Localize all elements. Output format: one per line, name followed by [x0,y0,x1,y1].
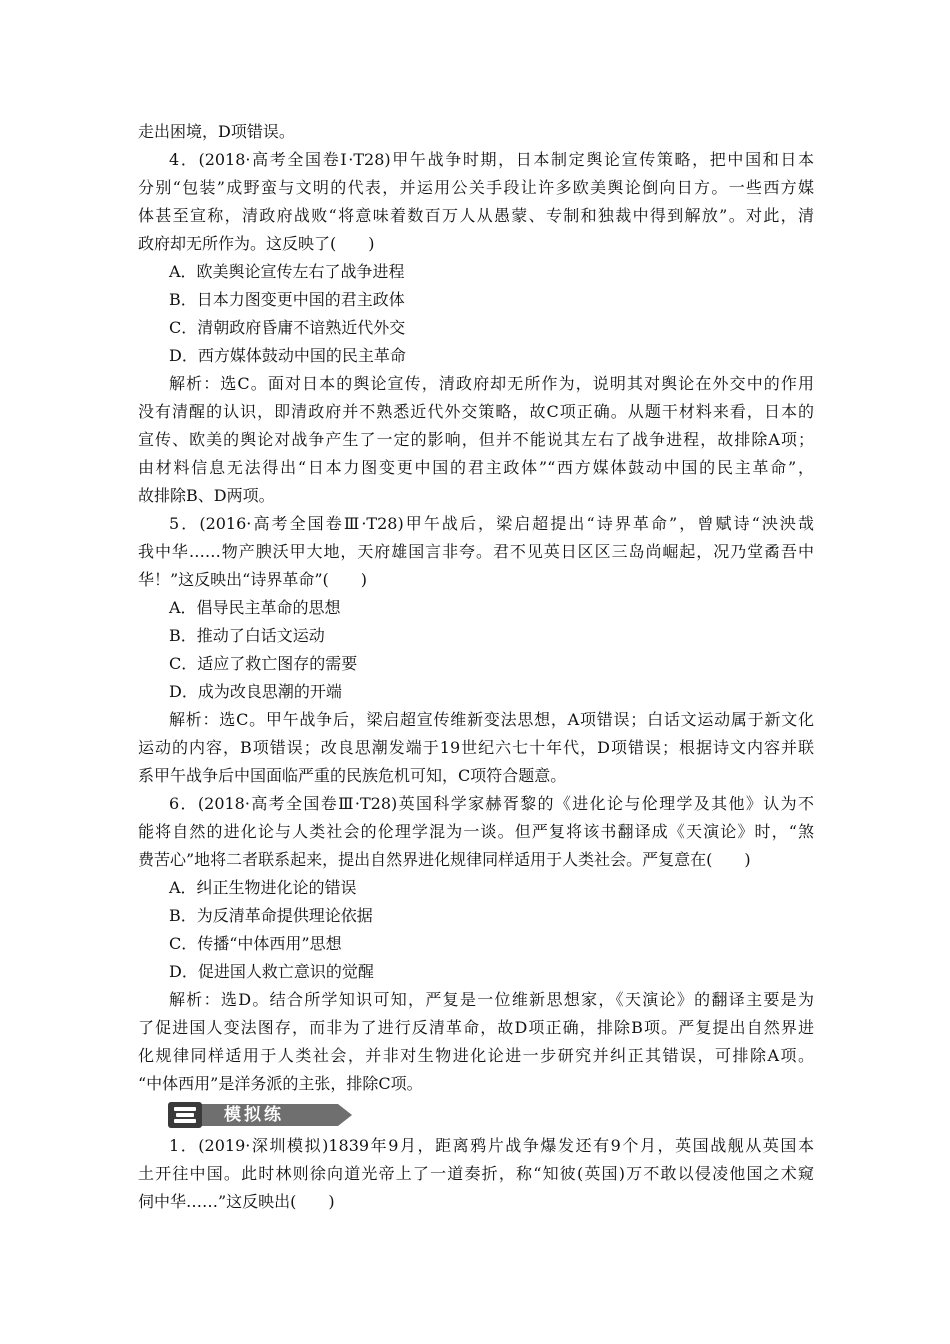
text-line: 化规律同样适用于人类社会，并非对生物进化论进一步研究并纠正其错误，可排除A项。 [138,1046,814,1065]
book-icon [168,1102,202,1128]
option-b: B．为反清革命提供理论依据 [169,906,373,925]
text-line: 土开往中国。此时林则徐向道光帝上了一道奏折，称“知彼(英国)万不敢以侵凌他国之术窥 [138,1164,814,1183]
option-a: A．欧美舆论宣传左右了战争进程 [169,262,405,281]
text-line: 运动的内容，B项错误；改良思潮发端于19世纪六七十年代，D项错误；根据诗文内容并联 [138,738,814,757]
text-line: 走出困境，D项错误。 [138,122,295,141]
text-line: 伺中华……”这反映出( ) [138,1192,335,1211]
option-a: A．纠正生物进化论的错误 [169,878,357,897]
text-line: 能将自然的进化论与人类社会的伦理学混为一谈。但严复将该书翻译成《天演论》时，“煞 [138,822,814,841]
option-c: C．传播“中体西用”思想 [169,934,342,953]
option-d: D．促进国人救亡意识的觉醒 [169,962,374,981]
option-d: D．成为改良思潮的开端 [169,682,342,701]
banner-label: 模拟练 [224,1105,284,1125]
question-5-stem: 5．(2016·高考全国卷Ⅲ·T28)甲午战后，梁启超提出“诗界革命”，曾赋诗“泱泱哉 [169,514,814,533]
text-line: 体甚至宣称，清政府战败“将意味着数百万人从愚蒙、专制和独裁中得到解放”。对此，清 [138,206,814,225]
text-line: 了促进国人变法图存，而非为了进行反清革命，故D项正确，排除B项。严复提出自然界进 [138,1018,814,1037]
option-b: B．推动了白话文运动 [169,626,325,645]
text-line: 系甲午战争后中国面临严重的民族危机可知，C项符合题意。 [138,766,567,785]
analysis-5: 解析：选C。甲午战争后，梁启超宣传维新变法思想，A项错误；白话文运动属于新文化 [169,710,814,729]
text-line: “中体西用”是洋务派的主张，排除C项。 [138,1074,423,1093]
practice-question-1-stem: 1．(2019·深圳模拟)1839年9月，距离鸦片战争爆发还有9个月，英国战舰从英国本 [169,1136,814,1155]
text-line: 我中华……物产腴沃甲大地，天府雄国言非夸。君不见英日区区三岛尚崛起，况乃堂矞吾中 [138,542,814,561]
option-a: A．倡导民主革命的思想 [169,598,341,617]
document-page [138,118,814,1216]
text-line: 没有清醒的认识，即清政府并不熟悉近代外交策略，故C项正确。从题干材料来看，日本的 [138,402,814,421]
analysis-6: 解析：选D。结合所学知识可知，严复是一位维新思想家，《天演论》的翻译主要是为 [169,990,814,1009]
text-line: 政府却无所作为。这反映了( ) [138,234,375,253]
question-4-stem: 4．(2018·高考全国卷Ⅰ·T28)甲午战争时期，日本制定舆论宣传策略，把中国和日本 [169,150,814,169]
option-d: D．西方媒体鼓动中国的民主革命 [169,346,406,365]
option-b: B．日本力图变更中国的君主政体 [169,290,405,309]
question-6-stem: 6．(2018·高考全国卷Ⅲ·T28)英国科学家赫胥黎的《进化论与伦理学及其他》认为不 [169,794,814,813]
analysis-4: 解析：选C。面对日本的舆论宣传，清政府却无所作为，说明其对舆论在外交中的作用 [169,374,814,393]
banner-arrow-tip [338,1104,352,1126]
section-banner [168,1100,458,1132]
text-line: 华！”这反映出“诗界革命”( ) [138,570,368,589]
text-line: 费苦心”地将二者联系起来，提出自然界进化规律同样适用于人类社会。严复意在( ) [138,850,751,869]
option-c: C．适应了救亡图存的需要 [169,654,358,673]
text-line: 分别“包装”成野蛮与文明的代表，并运用公关手段让许多欧美舆论倒向日方。一些西方媒 [138,178,814,197]
text-line: 由材料信息无法得出“日本力图变更中国的君主政体”“西方媒体鼓动中国的民主革命”， [138,458,814,477]
text-line: 故排除B、D两项。 [138,486,275,505]
option-c: C．清朝政府昏庸不谙熟近代外交 [169,318,406,337]
text-line: 宣传、欧美的舆论对战争产生了一定的影响，但并不能说其左右了战争进程，故排除A项； [138,430,814,449]
